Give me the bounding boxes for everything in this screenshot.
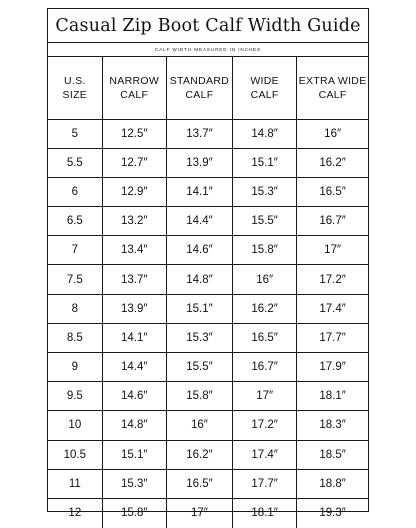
standard-cell: 16.2″ (166, 440, 232, 469)
wide-cell: 16″ (233, 265, 297, 294)
size-cell: 9 (48, 353, 102, 382)
narrow-cell: 13.2″ (102, 207, 166, 236)
standard-cell: 15.3″ (166, 323, 232, 352)
size-cell: 10.5 (48, 440, 102, 469)
narrow-cell: 13.7″ (102, 265, 166, 294)
size-cell: 6 (48, 177, 102, 206)
narrow-cell: 12.7″ (102, 148, 166, 177)
narrow-cell: 13.9″ (102, 294, 166, 323)
extra-wide-cell: 16.7″ (297, 207, 368, 236)
guide-title: Casual Zip Boot Calf Width Guide (48, 9, 368, 43)
size-table (48, 57, 368, 528)
standard-cell: 15.8″ (166, 382, 232, 411)
standard-cell: 13.7″ (166, 119, 232, 148)
size-cell: 5 (48, 119, 102, 148)
extra-wide-cell: 19.3″ (297, 498, 368, 527)
size-cell: 9.5 (48, 382, 102, 411)
extra-wide-cell: 18.3″ (297, 411, 368, 440)
extra-wide-cell: 17.4″ (297, 294, 368, 323)
size-cell: 12 (48, 498, 102, 527)
wide-cell: 18.1″ (233, 498, 297, 527)
wide-cell: 16.5″ (233, 323, 297, 352)
size-cell: 8.5 (48, 323, 102, 352)
extra-wide-cell: 16.2″ (297, 148, 368, 177)
wide-cell: 17.4″ (233, 440, 297, 469)
wide-cell: 16.2″ (233, 294, 297, 323)
table-row (48, 294, 368, 323)
standard-cell: 14.1″ (166, 177, 232, 206)
table-row (48, 148, 368, 177)
narrow-cell: 14.4″ (102, 353, 166, 382)
header-wide-calf: WIDE CALF (233, 57, 297, 119)
narrow-cell: 12.9″ (102, 177, 166, 206)
extra-wide-cell: 17″ (297, 236, 368, 265)
wide-cell: 15.8″ (233, 236, 297, 265)
standard-cell: 15.1″ (166, 294, 232, 323)
guide-subtitle: CALF WIDTH MEASURED IN INCHES (48, 43, 368, 57)
extra-wide-cell: 17.2″ (297, 265, 368, 294)
wide-cell: 15.1″ (233, 148, 297, 177)
calf-width-guide (47, 8, 369, 520)
extra-wide-cell: 17.9″ (297, 353, 368, 382)
header-narrow-calf: NARROW CALF (102, 57, 166, 119)
extra-wide-cell: 18.5″ (297, 440, 368, 469)
narrow-cell: 14.6″ (102, 382, 166, 411)
narrow-cell: 15.1″ (102, 440, 166, 469)
narrow-cell: 13.4″ (102, 236, 166, 265)
table-row (48, 498, 368, 527)
table-row (48, 440, 368, 469)
narrow-cell: 15.8″ (102, 498, 166, 527)
extra-wide-cell: 18.8″ (297, 469, 368, 498)
standard-cell: 14.4″ (166, 207, 232, 236)
header-us-size: U.S. SIZE (48, 57, 102, 119)
header-extra-wide-calf: EXTRA WIDE CALF (297, 57, 368, 119)
table-row (48, 207, 368, 236)
table-row (48, 265, 368, 294)
header-row (48, 57, 368, 119)
size-cell: 8 (48, 294, 102, 323)
standard-cell: 16.5″ (166, 469, 232, 498)
table-row (48, 469, 368, 498)
table-row (48, 236, 368, 265)
extra-wide-cell: 17.7″ (297, 323, 368, 352)
extra-wide-cell: 16.5″ (297, 177, 368, 206)
table-body (48, 119, 368, 528)
standard-cell: 16″ (166, 411, 232, 440)
wide-cell: 17″ (233, 382, 297, 411)
header-standard-calf: STANDARD CALF (166, 57, 232, 119)
narrow-cell: 12.5″ (102, 119, 166, 148)
wide-cell: 14.8″ (233, 119, 297, 148)
table-row (48, 382, 368, 411)
table-row (48, 177, 368, 206)
size-cell: 7 (48, 236, 102, 265)
wide-cell: 16.7″ (233, 353, 297, 382)
size-cell: 7.5 (48, 265, 102, 294)
wide-cell: 15.5″ (233, 207, 297, 236)
wide-cell: 17.2″ (233, 411, 297, 440)
size-cell: 5.5 (48, 148, 102, 177)
table-row (48, 119, 368, 148)
table-row (48, 411, 368, 440)
table-row (48, 353, 368, 382)
narrow-cell: 15.3″ (102, 469, 166, 498)
standard-cell: 15.5″ (166, 353, 232, 382)
narrow-cell: 14.8″ (102, 411, 166, 440)
wide-cell: 17.7″ (233, 469, 297, 498)
standard-cell: 13.9″ (166, 148, 232, 177)
extra-wide-cell: 16″ (297, 119, 368, 148)
size-cell: 10 (48, 411, 102, 440)
narrow-cell: 14.1″ (102, 323, 166, 352)
size-cell: 6.5 (48, 207, 102, 236)
size-cell: 11 (48, 469, 102, 498)
extra-wide-cell: 18.1″ (297, 382, 368, 411)
table-row (48, 323, 368, 352)
standard-cell: 14.6″ (166, 236, 232, 265)
standard-cell: 14.8″ (166, 265, 232, 294)
wide-cell: 15.3″ (233, 177, 297, 206)
standard-cell: 17″ (166, 498, 232, 527)
